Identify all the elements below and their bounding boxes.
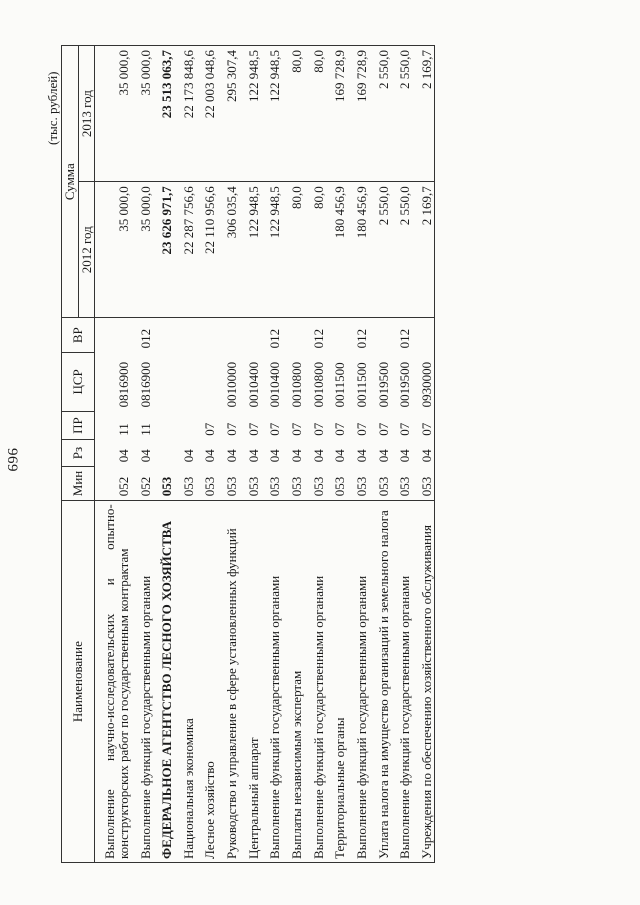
cell-name: Национальная экономика [174, 501, 196, 863]
cell-rz: 04 [375, 449, 391, 463]
cell-min: 053 [332, 476, 348, 497]
cell-vr [282, 318, 304, 353]
cell-s2013: 80,0 [304, 46, 326, 182]
cell-pr: 11 [137, 423, 153, 436]
cell-rz: 04 [267, 449, 283, 463]
cell-pr: 07 [224, 422, 240, 436]
cell-s2013: 169 728,9 [325, 46, 347, 182]
table-row [304, 46, 326, 863]
cell-csr: 0010800 [289, 361, 305, 408]
cell-s2013: 295 307,4 [217, 46, 239, 182]
cell-vr: 012 [260, 318, 282, 353]
cell-min: 053 [310, 476, 326, 497]
cell-s2012: 80,0 [304, 182, 326, 318]
cell-min: 053 [353, 476, 369, 497]
page-number: 969 [4, 448, 20, 472]
cell-name: ФЕДЕРАЛЬНОЕ АГЕНТСТВО ЛЕСНОГО ХОЗЯЙСТВА [152, 501, 174, 863]
cell-vr [152, 318, 174, 353]
cell-s2013: 23 513 063,7 [152, 46, 174, 182]
cell-min: 053 [412, 466, 434, 501]
cell-csr: 0010400 [245, 361, 261, 408]
cell-s2012: 35 000,0 [131, 182, 153, 318]
cell-s2012: 22 110 956,6 [195, 182, 217, 318]
cell-rz: 04 [353, 449, 369, 463]
cell-pr: 07 [202, 422, 218, 436]
cell-s2012: 2 550,0 [369, 182, 391, 318]
table-row [347, 46, 369, 863]
cell-rz: 04 [245, 449, 261, 463]
header-name: Наименование [62, 501, 95, 863]
header-vr: ВР [62, 318, 95, 353]
cell-s2012: 2 169,7 [412, 182, 434, 318]
table-row [325, 46, 347, 863]
cell-pr: 07 [332, 422, 348, 436]
cell-rz: 04 [289, 449, 305, 463]
cell-rz: 04 [310, 449, 326, 463]
cell-s2012: 306 035,4 [217, 182, 239, 318]
header-min: Мин [62, 466, 95, 501]
cell-pr: 07 [397, 422, 413, 436]
cell-csr: 0010800 [310, 361, 326, 408]
cell-csr: 0010400 [267, 361, 283, 408]
cell-vr [369, 318, 391, 353]
cell-name: Территориальные органы [325, 501, 347, 863]
cell-name: Выполнение функций государственными органами [390, 501, 412, 863]
cell-s2012: 122 948,5 [239, 182, 261, 318]
cell-name: Выполнение научно-исследовательских и опытно-конструкторских работ по государственным контрактам [95, 501, 131, 863]
rotated-page-content [0, 35, 640, 905]
cell-min: 052 [115, 476, 131, 497]
cell-min: 053 [224, 476, 240, 497]
cell-s2012: 180 456,9 [325, 182, 347, 318]
cell-s2013: 80,0 [282, 46, 304, 182]
cell-csr: 0011500 [332, 362, 348, 408]
table-row [412, 46, 434, 863]
cell-csr: 0019500 [397, 361, 413, 408]
cell-min: 053 [202, 476, 218, 497]
cell-min: 053 [159, 476, 175, 497]
cell-s2013: 122 948,5 [239, 46, 261, 182]
header-pr: ПР [62, 411, 95, 439]
cell-csr [152, 352, 174, 411]
cell-vr [95, 318, 131, 353]
header-csr: ЦСР [62, 352, 95, 411]
cell-s2013: 122 948,5 [260, 46, 282, 182]
table-row [260, 46, 282, 863]
cell-min: 053 [180, 476, 196, 497]
cell-min: 053 [267, 476, 283, 497]
cell-s2013: 22 003 048,6 [195, 46, 217, 182]
header-2013: 2013 год [78, 46, 95, 182]
cell-s2013: 35 000,0 [95, 46, 131, 182]
cell-s2012: 122 948,5 [260, 182, 282, 318]
cell-csr: 0930000 [412, 352, 434, 411]
cell-pr: 07 [310, 422, 326, 436]
table-row [369, 46, 391, 863]
cell-csr: 0010000 [224, 361, 240, 408]
table-row [217, 46, 239, 863]
cell-vr [412, 318, 434, 353]
cell-vr [239, 318, 261, 353]
table-row [282, 46, 304, 863]
cell-pr: 07 [245, 422, 261, 436]
cell-vr: 012 [347, 318, 369, 353]
cell-vr: 012 [390, 318, 412, 353]
cell-rz: 04 [412, 440, 434, 466]
cell-rz: 04 [137, 449, 153, 463]
cell-name: Выполнение функций государственными органами [304, 501, 326, 863]
header-rz: Рз [62, 440, 95, 466]
cell-pr: 07 [353, 422, 369, 436]
cell-name: Выполнение функций государственными органами [131, 501, 153, 863]
cell-name: Выполнение функций государственными органами [260, 501, 282, 863]
cell-vr: 012 [131, 318, 153, 353]
cell-s2013: 2 550,0 [390, 46, 412, 182]
cell-name: Лесное хозяйство [195, 501, 217, 863]
cell-vr [217, 318, 239, 353]
cell-rz: 04 [180, 449, 196, 463]
cell-name: Руководство и управление в сфере установленных функций [217, 501, 239, 863]
cell-min: 053 [397, 476, 413, 497]
cell-s2012: 2 550,0 [390, 182, 412, 318]
cell-pr [174, 411, 196, 439]
cell-s2013: 22 173 848,6 [174, 46, 196, 182]
cell-s2013: 169 728,9 [347, 46, 369, 182]
cell-s2013: 2 169,7 [412, 46, 434, 182]
cell-s2012: 35 000,0 [95, 182, 131, 318]
cell-csr: 0816900 [115, 361, 131, 408]
table-row [131, 46, 153, 863]
cell-rz [152, 440, 174, 466]
cell-pr [152, 411, 174, 439]
cell-rz: 04 [332, 449, 348, 463]
budget-table [61, 45, 435, 863]
cell-min: 053 [289, 476, 305, 497]
header-2012: 2012 год [78, 182, 95, 318]
cell-s2012: 23 626 971,7 [152, 182, 174, 318]
cell-pr: 07 [267, 422, 283, 436]
cell-vr: 012 [304, 318, 326, 353]
cell-min: 053 [245, 476, 261, 497]
table-body [95, 46, 434, 863]
cell-min: 052 [137, 476, 153, 497]
cell-rz: 04 [224, 449, 240, 463]
cell-min: 053 [375, 476, 391, 497]
cell-rz: 04 [202, 449, 218, 463]
cell-csr [174, 352, 196, 411]
cell-name: Выплаты независимым экспертам [282, 501, 304, 863]
cell-pr: 07 [412, 411, 434, 439]
cell-pr: 07 [375, 422, 391, 436]
cell-csr: 0019500 [375, 361, 391, 408]
cell-rz: 04 [397, 449, 413, 463]
units-label: (тыс. рублей) [45, 71, 60, 145]
table-row [195, 46, 217, 863]
cell-csr [195, 352, 217, 411]
table-row [95, 46, 131, 863]
cell-s2012: 80,0 [282, 182, 304, 318]
cell-csr: 0816900 [137, 361, 153, 408]
cell-vr [325, 318, 347, 353]
cell-rz: 04 [115, 449, 131, 463]
cell-name: Центральный аппарат [239, 501, 261, 863]
cell-vr [195, 318, 217, 353]
cell-csr: 0011500 [353, 362, 369, 408]
table-row [174, 46, 196, 863]
table-row [239, 46, 261, 863]
cell-name: Уплата налога на имущество организаций и земельного налога [369, 501, 391, 863]
table-row [152, 46, 174, 863]
cell-s2013: 35 000,0 [131, 46, 153, 182]
cell-s2012: 180 456,9 [347, 182, 369, 318]
cell-name: Учреждения по обеспечению хозяйственного обслуживания [412, 501, 434, 863]
cell-pr: 11 [115, 423, 131, 436]
cell-s2012: 22 287 756,6 [174, 182, 196, 318]
table-row [390, 46, 412, 863]
cell-s2013: 2 550,0 [369, 46, 391, 182]
header-sum: Сумма [62, 46, 79, 318]
cell-pr: 07 [289, 422, 305, 436]
cell-vr [174, 318, 196, 353]
cell-name: Выполнение функций государственными органами [347, 501, 369, 863]
